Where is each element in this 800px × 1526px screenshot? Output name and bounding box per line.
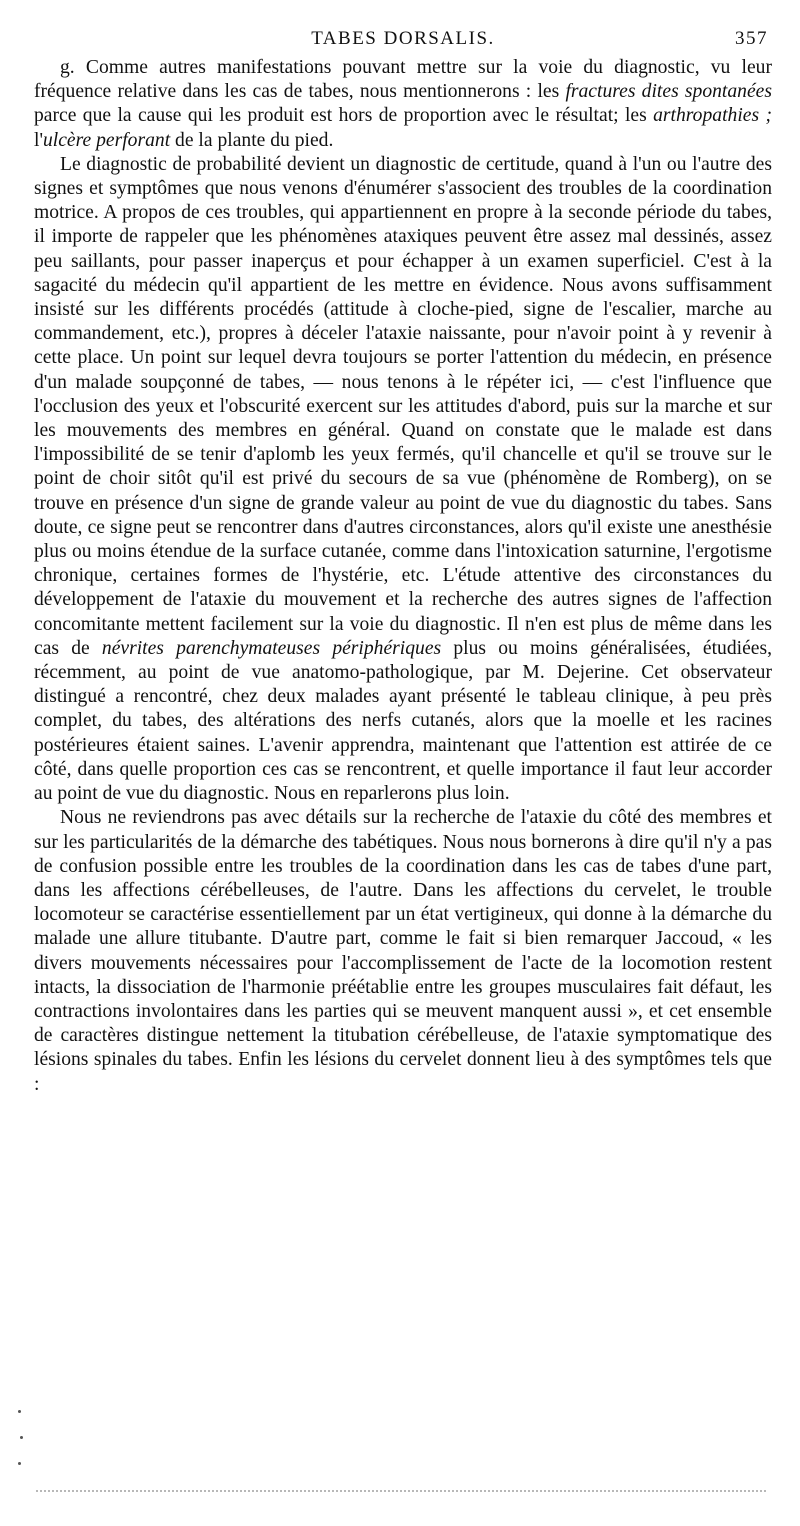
paragraph	[34, 56, 772, 153]
scan-speck	[18, 1462, 21, 1465]
running-title: TABES DORSALIS.	[311, 28, 495, 49]
scan-speck	[18, 1410, 21, 1413]
paragraph	[34, 806, 772, 1096]
text-run: plus ou moins généralisées, étudiées, récemment, au point de vue anatomo-pathologique, par M. Dejerine. Cet observateur distingué a rencontré, chez deux malades ayant présenté le tableau clinique, à peu près complet, du tabes, des altérations des nerfs cutanés, alors que la moelle et les racines postérieures étaient saines. L'avenir apprendra, maintenant que l'attention est attirée de ce côté, dans quelle proportion ces cas se rencontrent, et quelle importance il faut leur accorder au point de vue du diagnostic. Nous en reparlerons plus loin.	[34, 637, 772, 805]
page-number: 357	[735, 28, 768, 49]
text-run: Le diagnostic de probabilité devient un diagnostic de certitude, quand à l'un ou l'autre des signes et symptômes que nous venons d'énumérer s'associent des troubles de la coordination motrice. A propos de ces troubles, qui appartiennent en propre à la seconde période du tabes, il importe de rappeler que les phénomènes ataxiques peuvent être assez mal dessinés, assez peu saillants, pour passer inaperçus et pour échapper à un examen superficiel. C'est à la sagacité du médecin qu'il appartient de les mettre en évidence. Nous avons suffisamment insisté sur les différents procédés (attitude à cloche-pied, signe de l'escalier, marche au commandement, etc.), propres à déceler l'ataxie naissante, pour n'avoir point à y revenir à cette place. Un point sur lequel devra toujours se porter l'attention du médecin, en présence d'un malade soupçonné de tabes, — nous tenons à le répéter ici, — c'est l'influence que l'occlusion des yeux et l'obscurité exercent sur les attitudes d'abord, puis sur la marche et sur les mouvements des membres en général. Quand on constate que le malade est dans l'impossibilité de se tenir d'aplomb les yeux fermés, qu'il chancelle et qu'il se trouve sur le point de choir sitôt qu'il est privé du secours de sa vue (phénomène de Romberg), on se trouve en présence d'un signe de grande valeur au point de vue du diagnostic du tabes. Sans doute, ce signe peut se rencontrer dans d'autres circonstances, alors qu'il existe une anesthésie plus ou moins étendue de la surface cutanée, comme dans l'intoxication saturnine, l'ergotisme chronique, certaines formes de l'hystérie, etc. L'étude attentive des circonstances du développement de l'ataxie du mouvement et la recherche des autres signes de l'affection concomitante mettent facilement sur la voie du diagnostic. Il n'en est plus de même dans les cas de	[34, 153, 772, 659]
book-page	[34, 28, 772, 1097]
italic-run: arthropathies ;	[653, 105, 772, 127]
italic-run: ulcère perforant	[42, 129, 171, 151]
scan-speck	[20, 1436, 23, 1439]
italic-run: névrites parenchymateuses périphériques	[101, 637, 442, 659]
text-run: l'	[34, 129, 43, 151]
page-header	[34, 28, 772, 56]
paragraph	[34, 153, 772, 806]
italic-run: fractures dites spontanées	[565, 81, 772, 103]
text-run: parce que la cause qui les produit est hors de proportion avec le résultat; les	[34, 105, 654, 127]
text-run: g. Comme autres manifestations pouvant mettre sur la voie du diagnostic, vu leur fréquence relative dans les cas de tabes, nous mentionnerons : les	[34, 57, 772, 103]
body-text	[34, 56, 772, 1097]
text-run: Nous ne reviendrons pas avec détails sur la recherche de l'ataxie du côté des membres et sur les particularités de la démarche des tabétiques. Nous nous bornerons à dire qu'il n'y a pas de confusion possible entre les troubles de la coordination dans les cas de tabes d'une part, dans les affections cérébelleuses, de l'autre. Dans les affections du cervelet, le trouble locomoteur se caractérise essentiellement par un état vertigineux, qui donne à la démarche du malade une allure titubante. D'autre part, comme le fait si bien remarquer Jaccoud, « les divers mouvements nécessaires pour l'accomplissement de l'acte de la locomotion restent intacts, la dissociation de l'harmonie préétablie entre les groupes musculaires fait défaut, les contractions involontaires dans les parties qui se meuvent manquent aussi », et cet ensemble de caractères distingue nettement la titubation cérébelleuse, de l'ataxie symptomatique des lésions spinales du tabes. Enfin les lésions du cervelet donnent lieu à des symptômes tels que :	[34, 807, 772, 1095]
text-run: de la plante du pied.	[170, 129, 334, 151]
footer-rule	[36, 1490, 766, 1492]
